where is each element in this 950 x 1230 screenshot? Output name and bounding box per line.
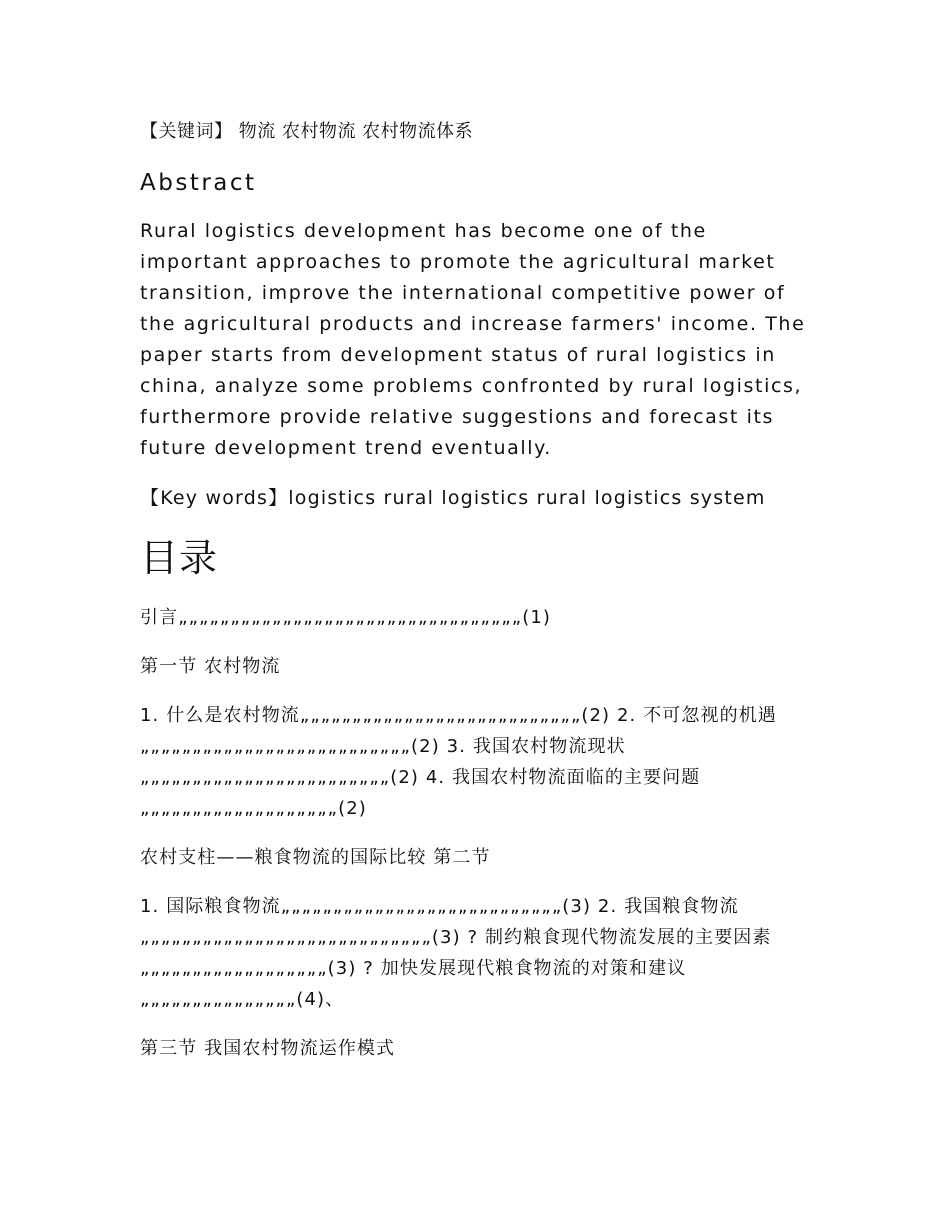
abstract-body: Rural logistics development has become one of the important approaches to promote the agricultural market transition, improve the international competitive power of the agricultural products and increase farmers' income. The paper starts from development status of rural logistics in china, analyze some problems confronted by rural logistics, furthermore provide relative suggestions and forecast its future development trend eventually. <box>140 220 806 459</box>
toc-title: 目录 <box>140 536 219 580</box>
toc-section2-title: 农村支柱——粮食物流的国际比较 第二节 <box>140 847 491 868</box>
toc-section1-items: 1. 什么是农村物流„„„„„„„„„„„„„„„„„„„„„„„„„„„(2) 2. 不可忽视的机遇„„„„„„„„„„„„„„„„„„„„„„„„„„(2) 3. 我国农村物流现状„„„„„„„„„„„„„„„„„„„„„„„„(2) 4. 我国农村物流面临的主要问题„„„„„„„„„„„„„„„„„„„(2) <box>140 705 777 819</box>
toc-section2-items: 1. 国际粮食物流„„„„„„„„„„„„„„„„„„„„„„„„„„„(3) 2. 我国粮食物流„„„„„„„„„„„„„„„„„„„„„„„„„„„„(3) ? 制约粮食现代物流发展的主要因素„„„„„„„„„„„„„„„„„„(3) ? 加快发展现代粮食物流的对策和建议„„„„„„„„„„„„„„„(4)、 <box>140 896 772 1010</box>
toc-intro: 引言„„„„„„„„„„„„„„„„„„„„„„„„„„„„„„„„„(1) <box>140 607 552 628</box>
chinese-keywords: 【关键词】 物流 农村物流 农村物流体系 <box>140 121 474 142</box>
toc-section1-title: 第一节 农村物流 <box>140 656 281 677</box>
toc-section3-title: 第三节 我国农村物流运作模式 <box>140 1038 396 1059</box>
abstract-heading: Abstract <box>140 170 257 196</box>
english-keywords: 【Key words】logistics rural logistics rural logistics system <box>140 487 766 509</box>
document-page <box>140 116 812 1082</box>
